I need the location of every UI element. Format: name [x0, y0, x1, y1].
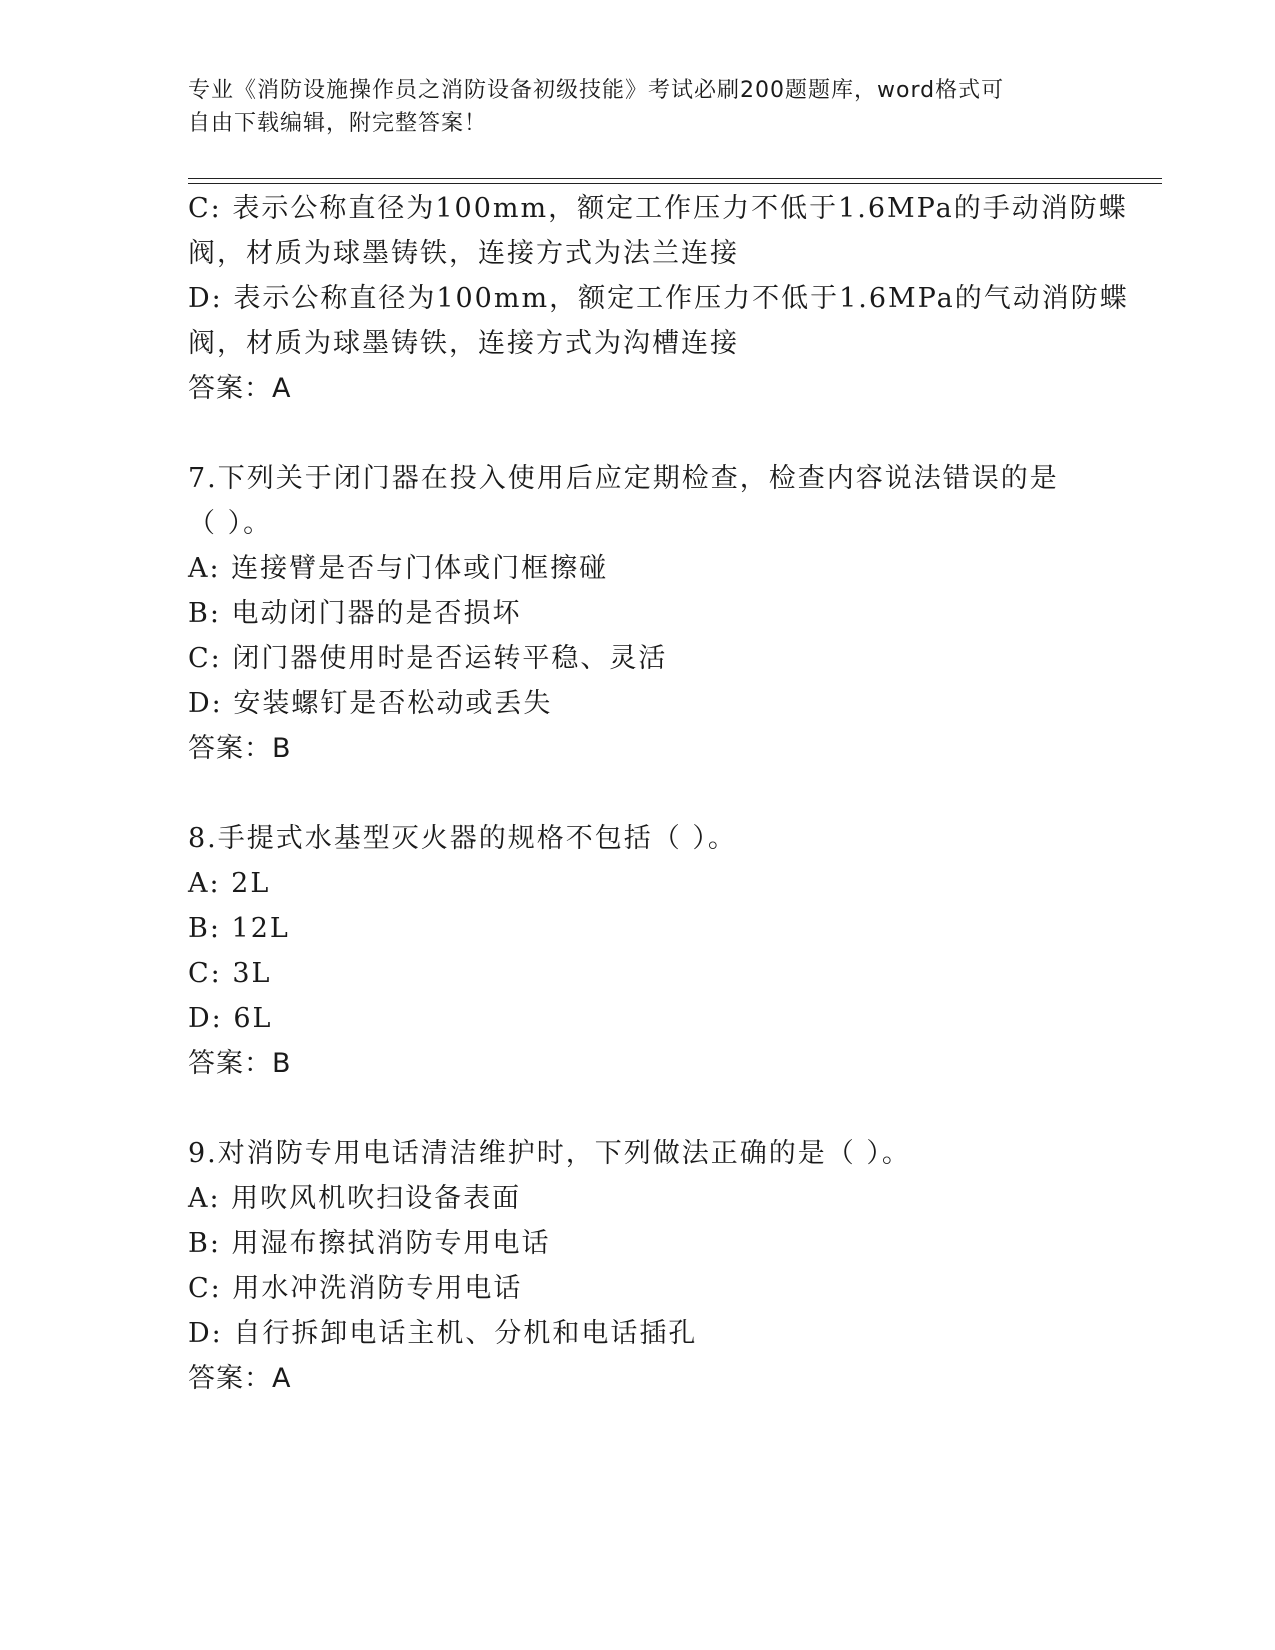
q6-option-d-line1: D: 表示公称直径为100mm，额定工作压力不低于1.6MPa的气动消防蝶: [188, 283, 1129, 314]
q8-option-b: B: 12L: [188, 913, 290, 944]
q9-option-a: A: 用吹风机吹扫设备表面: [188, 1183, 522, 1214]
q6-answer: 答案：A: [188, 373, 292, 404]
q8-option-c: C: 3L: [188, 958, 272, 989]
q7-answer: 答案：B: [188, 733, 292, 764]
header-divider-bottom: [188, 183, 1162, 184]
q8-option-d: D: 6L: [188, 1003, 273, 1034]
q9-option-c: C: 用水冲洗消防专用电话: [188, 1273, 523, 1304]
header-line-2: 自由下载编辑，附完整答案！: [188, 111, 488, 136]
q9-stem: 9.对消防专用电话清洁维护时，下列做法正确的是（ ）。: [188, 1138, 911, 1169]
q7-option-c: C: 闭门器使用时是否运转平稳、灵活: [188, 643, 668, 674]
q8-stem: 8.手提式水基型灭火器的规格不包括（ ）。: [188, 823, 737, 854]
q6-option-c-line2: 阀，材质为球墨铸铁，连接方式为法兰连接: [188, 238, 739, 269]
q7-stem-line1: 7.下列关于闭门器在投入使用后应定期检查，检查内容说法错误的是: [188, 463, 1059, 494]
document-header: [188, 74, 1068, 140]
q7-option-a: A: 连接臂是否与门体或门框擦碰: [188, 553, 609, 584]
q7-stem-line2: （ ）。: [188, 508, 273, 539]
header-line-1: 专业《消防设施操作员之消防设备初级技能》考试必刷200题题库，word格式可: [188, 78, 1005, 103]
q9-option-b: B: 用湿布擦拭消防专用电话: [188, 1228, 551, 1259]
q8-answer: 答案：B: [188, 1048, 292, 1079]
q9-answer: 答案：A: [188, 1363, 292, 1394]
q7-option-b: B: 电动闭门器的是否损坏: [188, 598, 522, 629]
q8-option-a: A: 2L: [188, 868, 271, 899]
q6-option-d-line2: 阀，材质为球墨铸铁，连接方式为沟槽连接: [188, 328, 739, 359]
q7-option-d: D: 安装螺钉是否松动或丢失: [188, 688, 553, 719]
q9-option-d: D: 自行拆卸电话主机、分机和电话插孔: [188, 1318, 698, 1349]
header-divider-top: [188, 178, 1162, 179]
q6-option-c-line1: C: 表示公称直径为100mm，额定工作压力不低于1.6MPa的手动消防蝶: [188, 193, 1128, 224]
